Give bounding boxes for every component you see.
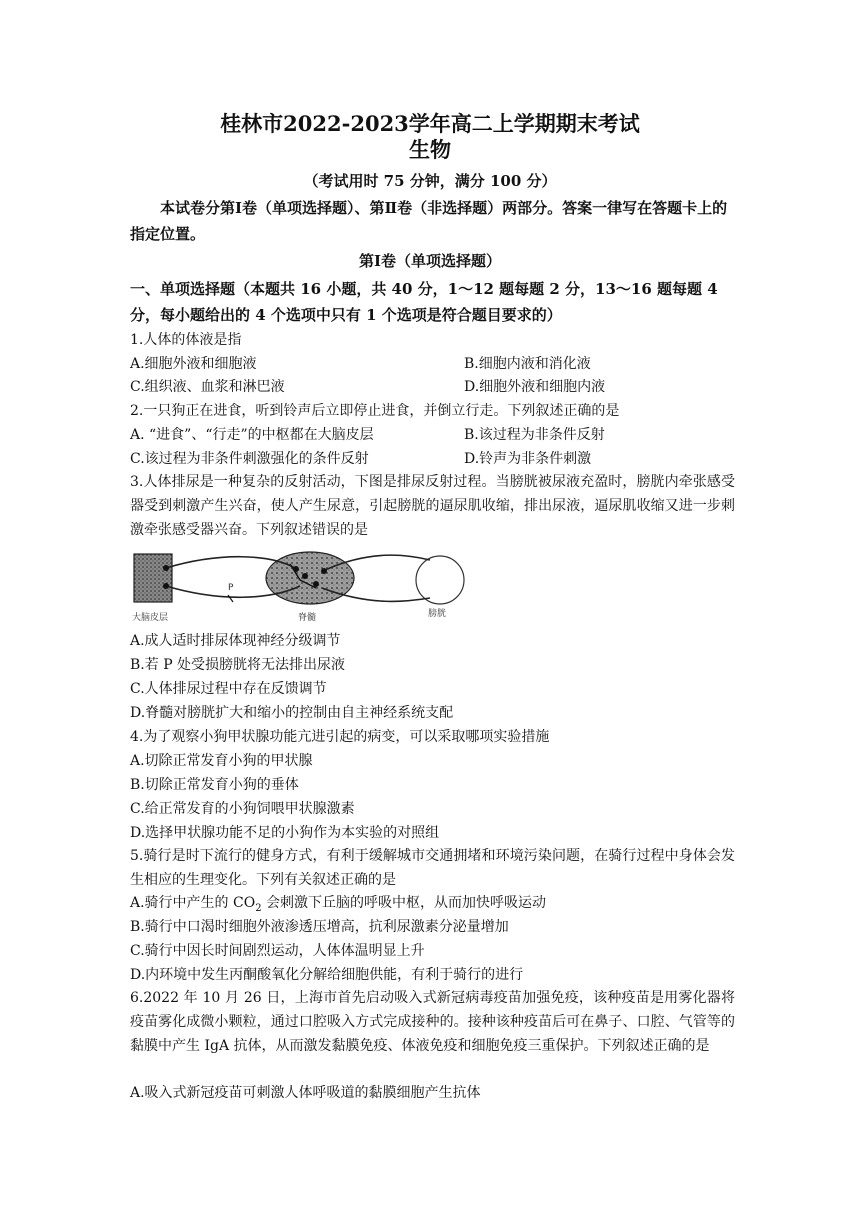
urination-reflex-diagram <box>130 546 475 626</box>
label-p: P <box>228 583 234 593</box>
bladder-circle <box>416 556 464 604</box>
question-4-option-a: A.切除正常发育小狗的甲状腺 <box>130 753 313 769</box>
label-bladder: 膀胱 <box>428 609 447 619</box>
question-3-option-c: C.人体排尿过程中存在反馈调节 <box>130 681 327 697</box>
question-3-option-a: A.成人适时排尿体现神经分级调节 <box>130 633 341 649</box>
question-5-option-b: B.骑行中口渴时细胞外液渗透压增高，抗利尿激素分泌量增加 <box>130 919 509 935</box>
intro-paragraph: 本试卷分第Ⅰ卷（单项选择题）、第Ⅱ卷（非选择题）两部分。答案一律写在答题卡上的指定位置。 <box>130 199 728 243</box>
question-2-option-b: B.该过程为非条件反射 <box>464 427 605 443</box>
question-4-option-c: C.给正常发育的小狗饲喂甲状腺激素 <box>130 801 355 817</box>
subject-title: 生物 <box>409 137 451 162</box>
question-4-option-d: D.选择甲状腺功能不足的小狗作为本实验的对照组 <box>130 825 440 841</box>
co2-subscript: 2 <box>255 902 262 914</box>
label-spinal-cord: 脊髓 <box>298 613 317 623</box>
question-1-option-b: B.细胞内液和消化液 <box>464 356 591 372</box>
question-3-option-b: B.若 P 处受损膀胱将无法排出尿液 <box>130 657 346 673</box>
question-1-option-a: A.细胞外液和细胞液 <box>130 356 257 372</box>
section-instructions: 一、单项选择题（本题共 16 小题，共 40 分，1～12 题每题 2 分，13～16 题每题 4 分，每小题给出的 4 个选项中只有 1 个选项是符合题目要求的） <box>130 280 718 324</box>
question-4-option-b: B.切除正常发育小狗的垂体 <box>130 777 299 793</box>
exam-title: 桂林市2022-2023学年高二上学期期末考试 <box>220 111 640 136</box>
spinal-cord-ellipse <box>266 552 354 604</box>
label-cerebral-cortex: 大脑皮层 <box>132 613 169 623</box>
section-title: 第Ⅰ卷（单项选择题） <box>358 252 502 270</box>
question-2-option-a: A. “进食”、“行走”的中枢都在大脑皮层 <box>130 427 374 443</box>
question-2-option-c: C.该过程为非条件刺激强化的条件反射 <box>130 451 369 467</box>
question-1-option-d: D.细胞外液和细胞内液 <box>464 379 606 395</box>
question-1-stem: 1.人体的体液是指 <box>130 332 242 348</box>
question-5-option-a <box>130 893 546 919</box>
question-1-option-c: C.组织液、血浆和淋巴液 <box>130 379 285 395</box>
question-2-option-d: D.铃声为非条件刺激 <box>464 451 592 467</box>
option-a-text-2: 会刺激下丘脑的呼吸中枢，从而加快呼吸运动 <box>261 895 547 911</box>
question-6-stem: 6.2022 年 10 月 26 日，上海市首先启动吸入式新冠病毒疫苗加强免疫，该种疫苗是用雾化器将疫苗雾化成微小颗粒，通过口腔吸入方式完成接种的。接种该种疫苗后可在鼻子、口腔、气管等的黏膜中产生 IgA 抗体，从而激发黏膜免疫、体液免疫和细胞免疫三重保护。下列叙述正确的是 <box>130 990 735 1054</box>
question-5-option-c: C.骑行中因长时间剧烈运动，人体体温明显上升 <box>130 943 425 959</box>
question-5-stem: 5.骑行是时下流行的健身方式，有利于缓解城市交通拥堵和环境污染问题，在骑行过程中身体会发生相应的生理变化。下列有关叙述正确的是 <box>130 848 735 888</box>
question-6-option-a: A.吸入式新冠疫苗可刺激人体呼吸道的黏膜细胞产生抗体 <box>130 1085 481 1101</box>
question-3-stem: 3.人体排尿是一种复杂的反射活动，下图是排尿反射过程。当膀胱被尿液充盈时，膀胱内牵张感受器受到刺激产生兴奋，使人产生尿意，引起膀胱的逼尿肌收缩，排出尿液，逼尿肌收缩又进一步刺激牵张感受器兴奋。下列叙述错误的是 <box>130 474 735 538</box>
cerebral-cortex-block <box>134 554 172 602</box>
question-3-option-d: D.脊髓对膀胱扩大和缩小的控制由自主神经系统支配 <box>130 705 454 721</box>
question-4-stem: 4.为了观察小狗甲状腺功能亢进引起的病变，可以采取哪项实验措施 <box>130 729 550 745</box>
question-5-option-d: D.内环境中发生丙酮酸氧化分解给细胞供能，有利于骑行的进行 <box>130 967 524 983</box>
question-2-stem: 2.一只狗正在进食，听到铃声后立即停止进食，并倒立行走。下列叙述正确的是 <box>130 403 620 419</box>
option-a-text-1: A.骑行中产生的 CO <box>130 895 256 911</box>
exam-subtitle: （考试用时 75 分钟，满分 100 分） <box>303 172 557 190</box>
